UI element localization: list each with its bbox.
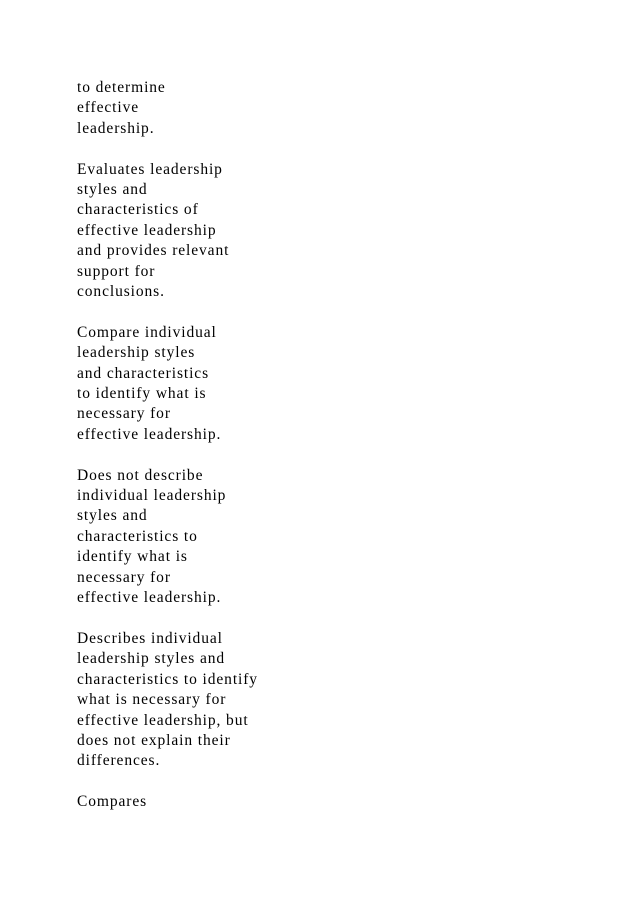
- text-line: to identify what is: [77, 385, 207, 403]
- text-line: and characteristics: [77, 364, 209, 382]
- text-line: differences.: [77, 752, 161, 770]
- paragraph-3: [77, 323, 397, 445]
- text-line: effective leadership.: [77, 589, 222, 607]
- text-line: Evaluates leadership: [77, 160, 223, 178]
- text-line: effective leadership.: [77, 425, 222, 443]
- document-text: [77, 78, 397, 833]
- text-line: effective leadership, but: [77, 711, 249, 729]
- text-line: leadership styles and: [77, 650, 226, 668]
- text-line: effective leadership: [77, 221, 217, 239]
- text-line: Compares: [77, 793, 148, 811]
- text-line: necessary for: [77, 568, 171, 586]
- text-line: leadership styles: [77, 344, 196, 362]
- text-line: Describes individual: [77, 629, 223, 647]
- text-line: and provides relevant: [77, 242, 230, 260]
- paragraph-5: [77, 629, 397, 772]
- text-line: necessary for: [77, 405, 171, 423]
- paragraph-1: [77, 78, 397, 139]
- paragraph-4: [77, 466, 397, 609]
- text-line: characteristics to identify: [77, 670, 258, 688]
- text-line: identify what is: [77, 548, 188, 566]
- paragraph-6: [77, 792, 397, 812]
- paragraph-2: [77, 160, 397, 303]
- text-line: characteristics of: [77, 201, 199, 219]
- text-line: individual leadership: [77, 487, 227, 505]
- text-line: conclusions.: [77, 283, 165, 301]
- text-line: Does not describe: [77, 466, 204, 484]
- text-line: effective: [77, 99, 140, 117]
- text-line: to determine: [77, 79, 166, 96]
- text-line: does not explain their: [77, 731, 231, 749]
- text-line: Compare individual: [77, 323, 217, 341]
- text-line: what is necessary for: [77, 691, 227, 709]
- text-line: styles and: [77, 507, 148, 525]
- text-line: characteristics to: [77, 527, 198, 545]
- text-line: support for: [77, 262, 156, 280]
- text-line: styles and: [77, 181, 148, 199]
- text-line: leadership.: [77, 119, 155, 137]
